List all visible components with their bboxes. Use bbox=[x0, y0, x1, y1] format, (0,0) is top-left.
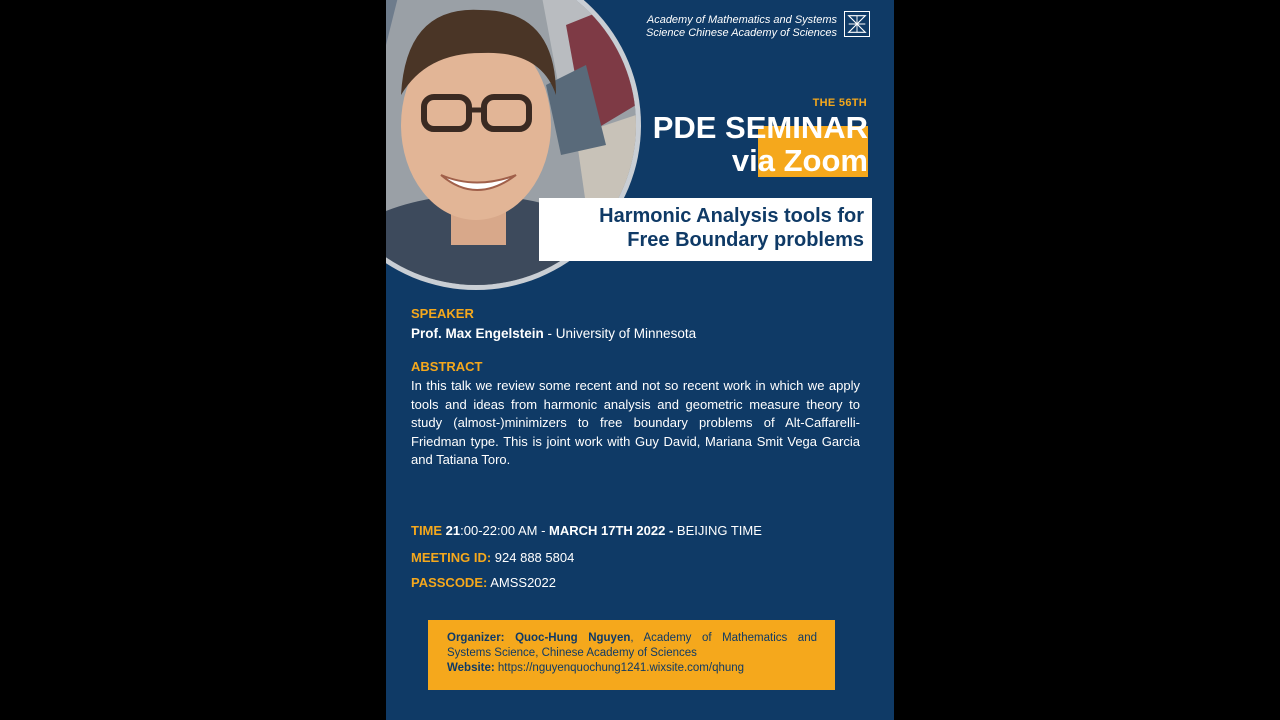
speaker-name: Prof. Max Engelstein bbox=[411, 326, 544, 341]
meeting-id-label: MEETING ID: bbox=[411, 550, 492, 565]
time-hour: 21 bbox=[442, 523, 461, 538]
speaker-affiliation: - University of Minnesota bbox=[543, 326, 697, 341]
seminar-subtitle: via Zoom bbox=[731, 143, 868, 178]
meeting-id-row bbox=[411, 550, 574, 565]
meeting-id-value: 924 888 5804 bbox=[491, 550, 575, 565]
talk-title-line2: Free Boundary problems bbox=[627, 229, 864, 251]
organizer-name: Quoc-Hung Nguyen bbox=[515, 632, 631, 644]
organization-name bbox=[646, 14, 837, 40]
time-range: :00-22:00 AM - bbox=[460, 523, 550, 538]
talk-title-line1: Harmonic Analysis tools for bbox=[599, 205, 864, 227]
time-zone: BEIJING TIME bbox=[673, 523, 762, 538]
organizer-affiliation-b: Systems Science, Chinese Academy of Sciences bbox=[447, 647, 697, 659]
passcode-row bbox=[411, 575, 556, 590]
abstract-heading: ABSTRACT bbox=[411, 359, 483, 374]
seminar-poster bbox=[386, 0, 894, 720]
organizer-label: Organizer: bbox=[447, 632, 505, 644]
website-row bbox=[447, 661, 817, 676]
passcode-value: AMSS2022 bbox=[487, 575, 556, 590]
time-row bbox=[411, 523, 762, 538]
seminar-edition: THE 56TH bbox=[812, 97, 867, 109]
organizer-line1 bbox=[447, 631, 817, 646]
event-date: MARCH 17TH 2022 - bbox=[549, 523, 674, 538]
time-label: TIME bbox=[411, 523, 443, 538]
organization-name-line2: Science Chinese Academy of Sciences bbox=[646, 27, 837, 39]
speaker-heading: SPEAKER bbox=[411, 306, 474, 321]
speaker-info bbox=[411, 326, 696, 341]
website-label: Website: bbox=[447, 662, 495, 674]
organization-name-line1: Academy of Mathematics and Systems bbox=[646, 14, 837, 26]
passcode-label: PASSCODE: bbox=[411, 575, 488, 590]
talk-title-box bbox=[539, 198, 872, 261]
organizer-box bbox=[428, 620, 835, 690]
seminar-title: PDE SEMINAR bbox=[652, 110, 868, 145]
organizer-affiliation-a: , Academy of Mathematics and bbox=[630, 632, 817, 644]
abstract-text: In this talk we review some recent and not so recent work in which we apply tools and ideas from harmonic analysis and geometric measure theory to study (almost-)minimizers to free boundary problems of Alt-Caffarelli-Friedman type. This is joint work with Guy David, Mariana Smit Vega Garcia and Tatiana Toro. bbox=[411, 378, 860, 467]
website-link[interactable]: https://nguyenquochung1241.wixsite.com/qhung bbox=[494, 662, 745, 674]
amss-logo-icon bbox=[844, 11, 870, 37]
